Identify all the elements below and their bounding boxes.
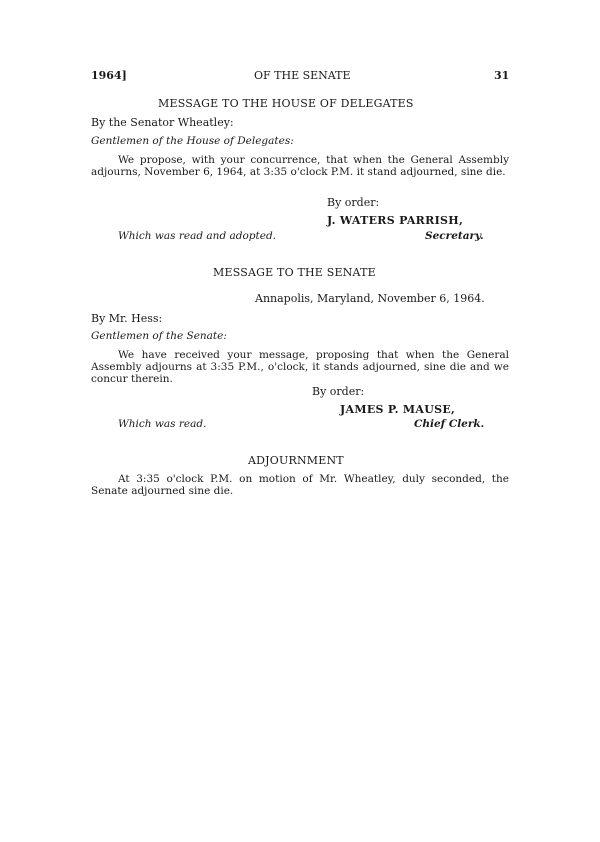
signatory-title: Chief Clerk.: [414, 418, 485, 430]
salutation: Gentlemen of the House of Delegates:: [91, 135, 294, 147]
sender-line: By Mr. Hess:: [91, 312, 163, 325]
adjournment-body: At 3:35 o'clock P.M. on motion of Mr. Wheatley, duly seconded, the Senate adjourned sine die.: [91, 473, 509, 497]
section-heading-house: MESSAGE TO THE HOUSE OF DELEGATES: [158, 97, 414, 110]
by-order: By order:: [312, 385, 365, 398]
signatory-name: JAMES P. MAUSE,: [340, 403, 456, 416]
signatory-title: Secretary.: [425, 230, 484, 242]
section-heading-adjournment: ADJOURNMENT: [248, 454, 344, 467]
section-heading-senate: MESSAGE TO THE SENATE: [213, 266, 376, 279]
sender-line: By the Senator Wheatley:: [91, 116, 234, 129]
disposition-note: Which was read and adopted.: [118, 230, 277, 242]
header-year: 1964]: [91, 69, 127, 82]
running-title: OF THE SENATE: [254, 69, 351, 82]
by-order: By order:: [327, 196, 380, 209]
message-body: We propose, with your concurrence, that when the General Assembly adjourns, November 6, 1964, at 3:35 o'clock P.M. it stand adjourned, sine die.: [91, 154, 509, 178]
disposition-note: Which was read.: [118, 418, 207, 430]
place-date: Annapolis, Maryland, November 6, 1964.: [255, 292, 485, 305]
page-number: 31: [494, 69, 510, 82]
salutation: Gentlemen of the Senate:: [91, 330, 227, 342]
signatory-name: J. WATERS PARRISH,: [327, 214, 464, 227]
message-body: We have received your message, proposing that when the General Assembly adjourns at 3:35 P.M., o'clock, it stands adjourned, sine die and we concur therein.: [91, 349, 509, 385]
